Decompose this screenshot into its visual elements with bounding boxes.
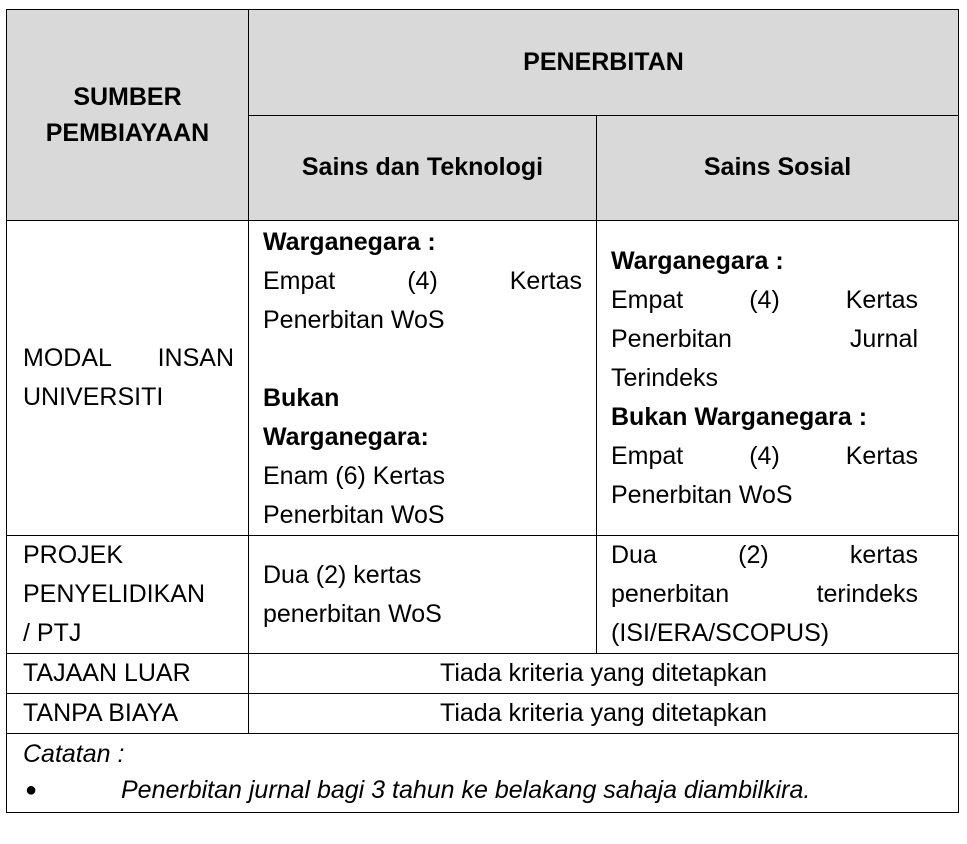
header-penerbitan-label: PENERBITAN <box>523 47 684 76</box>
projek-st-line1: Dua (2) kertas <box>263 560 422 589</box>
modal-ss-warganegara-line1: Empat (4) Kertas <box>611 285 919 314</box>
criteria-table <box>6 9 959 813</box>
modal-ss-bukan-line1: Empat (4) Kertas <box>611 441 919 470</box>
projek-st-line2: penerbitan WoS <box>263 599 442 628</box>
modal-st-warganegara-line2: Penerbitan WoS <box>263 306 445 334</box>
row-modal-sains-sosial <box>597 221 959 536</box>
modal-ss-bukan-label: Bukan Warganegara : <box>611 402 868 431</box>
row-tanpa-label: TANPA BIAYA <box>23 699 179 727</box>
row-tanpa-label-cell <box>7 694 249 734</box>
row-tajaan-value-cell <box>249 654 959 694</box>
projek-ss-line2: penerbitan terindeks <box>611 580 919 608</box>
header-sains-teknologi <box>249 115 597 221</box>
modal-ss-warganegara-label: Warganegara : <box>611 246 784 275</box>
header-sains-sosial <box>597 115 959 221</box>
projek-ss-line1: Dua (2) kertas <box>611 541 919 569</box>
header-sains-sosial-label: Sains Sosial <box>703 153 852 182</box>
catatan-bullet-item <box>23 772 918 808</box>
row-tajaan-value: Tiada kriteria yang ditetapkan <box>439 659 768 687</box>
row-projek-label-2: PENYELIDIKAN <box>23 580 206 608</box>
row-catatan <box>7 734 959 813</box>
projek-ss-line3: (ISI/ERA/SCOPUS) <box>611 619 830 647</box>
modal-st-bukan-line2: Penerbitan WoS <box>263 501 445 529</box>
catatan-cell <box>7 734 959 813</box>
criteria-table-wrapper <box>6 9 958 813</box>
row-projek-label-3: / PTJ <box>23 619 82 647</box>
modal-st-spacer <box>263 340 582 379</box>
header-sumber-pembiayaan <box>7 10 249 221</box>
header-sains-teknologi-label: Sains dan Teknologi <box>301 153 544 182</box>
modal-st-bukan-label-1: Bukan <box>263 384 340 412</box>
modal-st-warganegara-line1: Empat (4) Kertas <box>263 267 582 295</box>
row-projek-sains-teknologi <box>249 536 597 654</box>
row-tajaan-luar <box>7 654 959 694</box>
row-modal-sains-teknologi <box>249 221 597 536</box>
header-row-top <box>7 10 959 116</box>
row-projek-sains-sosial <box>597 536 959 654</box>
row-modal-label-cell <box>7 221 249 536</box>
row-tajaan-label: TAJAAN LUAR <box>23 659 191 687</box>
row-projek-label-1: PROJEK <box>23 541 124 569</box>
catatan-text: Penerbitan jurnal bagi 3 tahun ke belakang sahaja diambilkira. <box>121 776 811 804</box>
row-modal-insan <box>7 221 959 536</box>
row-tajaan-label-cell <box>7 654 249 694</box>
modal-ss-bukan-line2: Penerbitan WoS <box>611 480 793 509</box>
catatan-title: Catatan : <box>23 740 125 768</box>
header-sumber-label: SUMBER PEMBIAYAAN <box>45 83 210 147</box>
modal-st-bukan-line1: Enam (6) Kertas <box>263 462 446 490</box>
row-projek <box>7 536 959 654</box>
bullet-icon: ● <box>25 779 38 801</box>
row-projek-label-cell <box>7 536 249 654</box>
row-tanpa-value: Tiada kriteria yang ditetapkan <box>439 699 768 727</box>
modal-ss-warganegara-line3: Terindeks <box>611 363 718 392</box>
row-modal-label: MODAL INSAN UNIVERSITI <box>23 344 234 411</box>
modal-ss-warganegara-line2: Penerbitan Jurnal <box>611 324 919 353</box>
header-penerbitan <box>249 10 959 116</box>
row-tanpa-biaya <box>7 694 959 734</box>
modal-st-warganegara-label: Warganegara : <box>263 228 436 256</box>
row-tanpa-value-cell <box>249 694 959 734</box>
modal-st-bukan-label-2: Warganegara: <box>263 423 429 451</box>
